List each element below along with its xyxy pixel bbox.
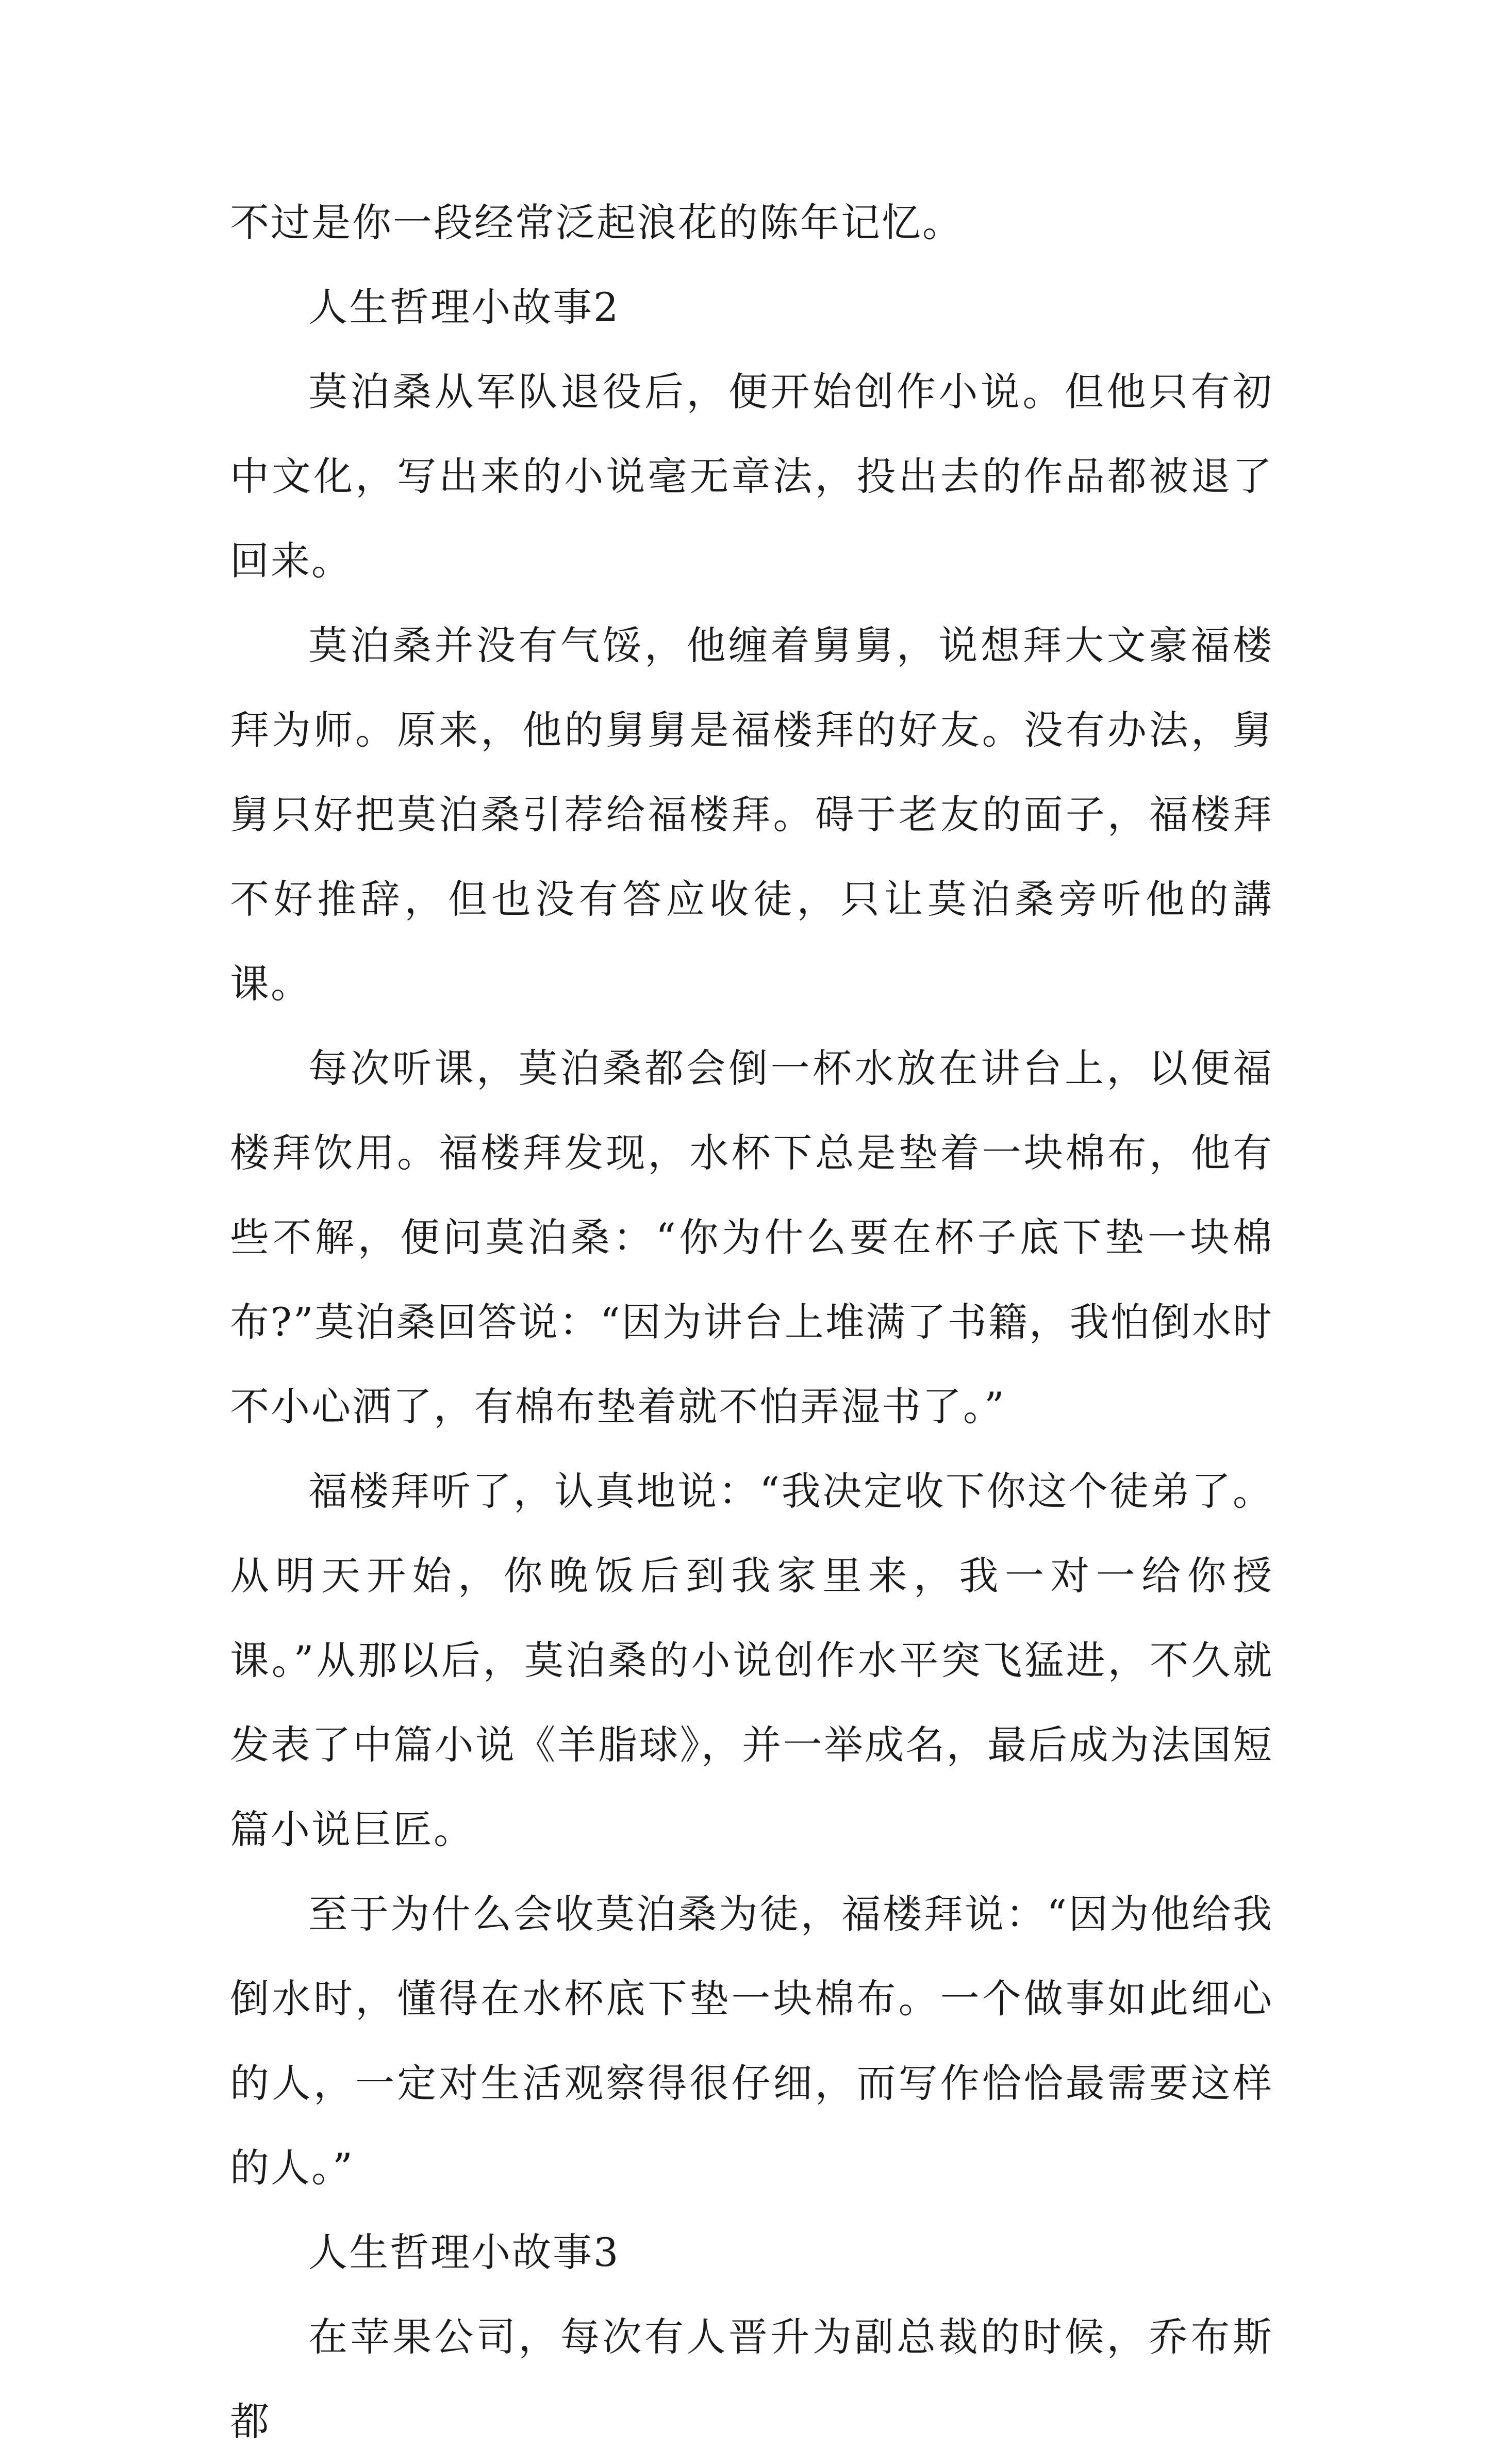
continuation-paragraph: 不过是你一段经常泛起浪花的陈年记忆。 xyxy=(230,200,963,245)
paragraph: 莫泊桑从军队退役后，便开始创作小说。但他只有初中文化，写出来的小说毫无章法，投出去的作品都被退了回来。 xyxy=(230,369,1273,584)
paragraph: 莫泊桑并没有气馁，他缠着舅舅，说想拜大文豪福楼拜为师。原来，他的舅舅是福楼拜的好友。没有办法，舅舅只好把莫泊桑引荐给福楼拜。碍于老友的面子，福楼拜不好推辞，但也没有答应收徒，只让莫泊桑旁听他的講课。 xyxy=(230,622,1273,1007)
paragraph: 至于为什么会收莫泊桑为徒，福楼拜说：“因为他给我倒水时，懂得在水杯底下垫一块棉布。一个做事如此细心的人，一定对生活观察得很仔细，而写作恰恰最需要这样的人。” xyxy=(230,1891,1273,2191)
paragraph: 在苹果公司，每次有人晋升为副总裁的时候，乔布斯都 xyxy=(230,2314,1273,2444)
document-body xyxy=(230,180,1273,2464)
paragraph: 每次听课，莫泊桑都会倒一杯水放在讲台上，以便福楼拜饮用。福楼拜发现，水杯下总是垫着一块棉布，他有些不解，便问莫泊桑：“你为什么要在杯子底下垫一块棉布?”莫泊桑回答说：“因为讲台上堆满了书籍，我怕倒水时不小心洒了，有棉布垫着就不怕弄湿书了。” xyxy=(230,1045,1273,1430)
story-heading-2: 人生哲理小故事2 xyxy=(308,284,620,330)
paragraph: 福楼拜听了，认真地说：“我决定收下你这个徒弟了。从明天开始，你晚饭后到我家里来，我一对一给你授课。”从那以后，莫泊桑的小说创作水平突飞猛进，不久就发表了中篇小说《羊脂球》，并一举成名，最后成为法国短篇小说巨匠。 xyxy=(230,1468,1273,1852)
story-heading-3: 人生哲理小故事3 xyxy=(308,2229,620,2275)
